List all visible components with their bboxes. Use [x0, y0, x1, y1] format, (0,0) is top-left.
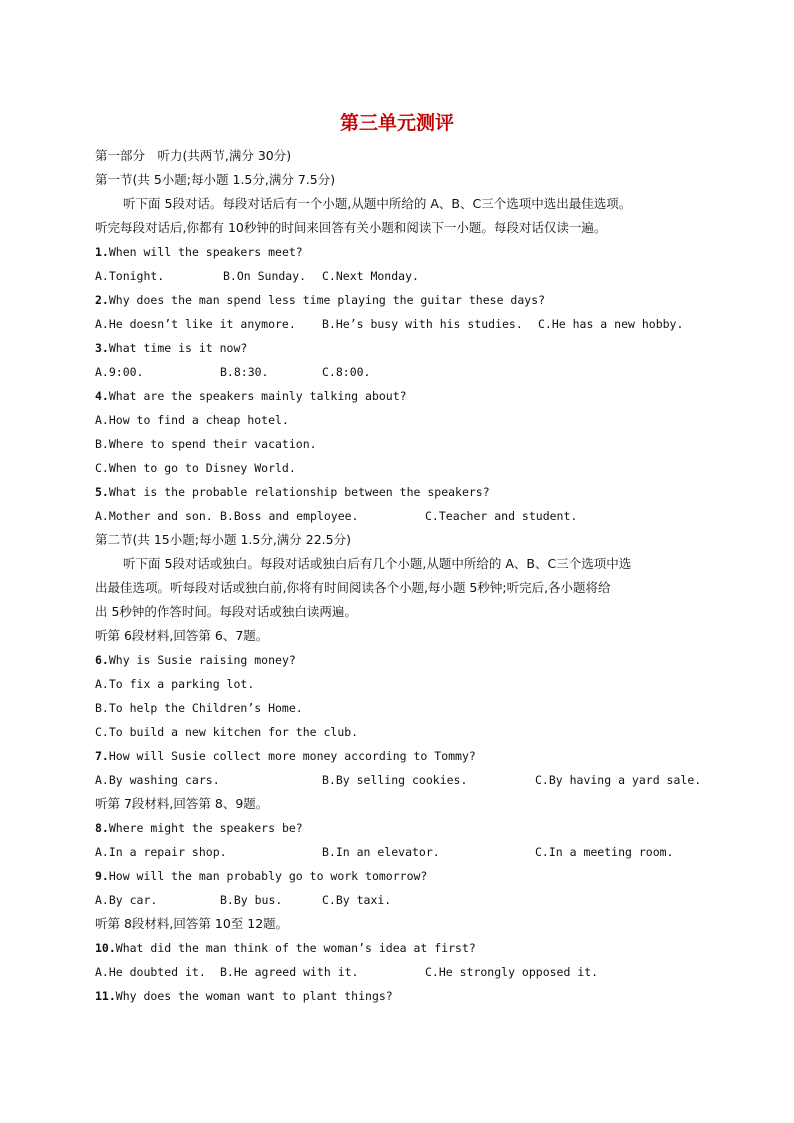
option-b: B.By bus.: [220, 893, 283, 907]
option-c: C.He strongly opposed it.: [425, 965, 599, 979]
question-text: Why does the woman want to plant things?: [115, 989, 393, 1003]
question-7: [95, 744, 715, 768]
question-number: 8.: [95, 821, 109, 835]
options-row: [95, 768, 715, 792]
option-c: C.When to go to Disney World.: [95, 461, 296, 475]
question-number: 1.: [95, 245, 109, 259]
options-row: [95, 840, 715, 864]
options-row: [95, 312, 715, 336]
option-b: B.On Sunday.: [223, 269, 307, 283]
options-row: [95, 504, 715, 528]
option-a: A.Mother and son.: [95, 509, 213, 523]
part-heading: 第一部分 听力(共两节,满分 30分): [95, 148, 292, 163]
option-c: C.He has a new hobby.: [538, 317, 684, 331]
question-10: [95, 936, 715, 960]
instruction-line: 听完每段对话后,你都有 10秒钟的时间来回答有关小题和阅读下一小题。每段对话仅读一遍。: [95, 220, 607, 235]
option-c: C.To build a new kitchen for the club.: [95, 725, 359, 739]
option-b: B.Where to spend their vacation.: [95, 437, 317, 451]
options-row: [95, 888, 715, 912]
question-text: Why does the man spend less time playing the guitar these days?: [108, 293, 546, 307]
options-row: [95, 960, 715, 984]
question-text: Where might the speakers be?: [108, 821, 303, 835]
option-b: B.By selling cookies.: [322, 773, 468, 787]
option-c: C.Teacher and student.: [425, 509, 578, 523]
material-heading: 听第 7段材料,回答第 8、9题。: [95, 796, 269, 811]
question-6: [95, 648, 715, 672]
option-a: A.How to find a cheap hotel.: [95, 413, 289, 427]
instruction-line: 出 5秒钟的作答时间。每段对话或独白读两遍。: [95, 604, 357, 619]
option-a: A.By washing cars.: [95, 773, 220, 787]
option-a: A.To fix a parking lot.: [95, 677, 255, 691]
question-5: [95, 480, 715, 504]
option-c: C.By having a yard sale.: [535, 773, 702, 787]
question-3: [95, 336, 715, 360]
option-b: B.8:30.: [220, 365, 269, 379]
question-text: What did the man think of the woman’s idea at first?: [115, 941, 476, 955]
question-1: [95, 240, 715, 264]
option-b: B.He agreed with it.: [220, 965, 359, 979]
instruction-line: 出最佳选项。听每段对话或独白前,你将有时间阅读各个小题,每小题 5秒钟;听完后,各小题将给: [95, 580, 611, 595]
options-row: [95, 360, 715, 384]
question-number: 7.: [95, 749, 109, 763]
question-11: [95, 984, 715, 1008]
question-text: How will the man probably go to work tomorrow?: [108, 869, 428, 883]
instruction-line: 听下面 5段对话。每段对话后有一个小题,从题中所给的 A、B、C三个选项中选出最佳选项。: [123, 196, 632, 211]
question-8: [95, 816, 715, 840]
option-a: A.9:00.: [95, 365, 144, 379]
question-number: 10.: [95, 941, 116, 955]
question-number: 3.: [95, 341, 109, 355]
question-text: When will the speakers meet?: [108, 245, 303, 259]
question-number: 4.: [95, 389, 109, 403]
material-heading: 听第 6段材料,回答第 6、7题。: [95, 628, 269, 643]
section-heading-2: 第二节(共 15小题;每小题 1.5分,满分 22.5分): [95, 532, 351, 547]
option-a: A.Tonight.: [95, 269, 165, 283]
option-a: A.By car.: [95, 893, 158, 907]
question-number: 11.: [95, 989, 116, 1003]
material-heading: 听第 8段材料,回答第 10至 12题。: [95, 916, 289, 931]
question-number: 9.: [95, 869, 109, 883]
page-title: 第三单元测评: [339, 112, 454, 134]
instruction-line: 听下面 5段对话或独白。每段对话或独白后有几个小题,从题中所给的 A、B、C三个选项中选: [123, 556, 632, 571]
question-text: What time is it now?: [108, 341, 248, 355]
option-c: C.8:00.: [322, 365, 371, 379]
option-b: B.He’s busy with his studies.: [322, 317, 523, 331]
option-b: B.Boss and employee.: [220, 509, 359, 523]
question-text: What are the speakers mainly talking about?: [108, 389, 407, 403]
document-body: [95, 144, 715, 1008]
question-number: 2.: [95, 293, 109, 307]
option-c: C.Next Monday.: [322, 269, 419, 283]
question-number: 5.: [95, 485, 109, 499]
option-c: C.In a meeting room.: [535, 845, 674, 859]
question-9: [95, 864, 715, 888]
option-a: A.In a repair shop.: [95, 845, 227, 859]
question-text: Why is Susie raising money?: [108, 653, 296, 667]
option-a: A.He doubted it.: [95, 965, 206, 979]
question-2: [95, 288, 715, 312]
option-a: A.He doesn’t like it anymore.: [95, 317, 296, 331]
question-text: How will Susie collect more money according to Tommy?: [108, 749, 476, 763]
options-row: [95, 264, 715, 288]
question-text: What is the probable relationship between the speakers?: [108, 485, 490, 499]
option-b: B.To help the Children’s Home.: [95, 701, 303, 715]
section-heading-1: 第一节(共 5小题;每小题 1.5分,满分 7.5分): [95, 172, 336, 187]
question-4: [95, 384, 715, 408]
option-b: B.In an elevator.: [322, 845, 440, 859]
question-number: 6.: [95, 653, 109, 667]
option-c: C.By taxi.: [322, 893, 392, 907]
